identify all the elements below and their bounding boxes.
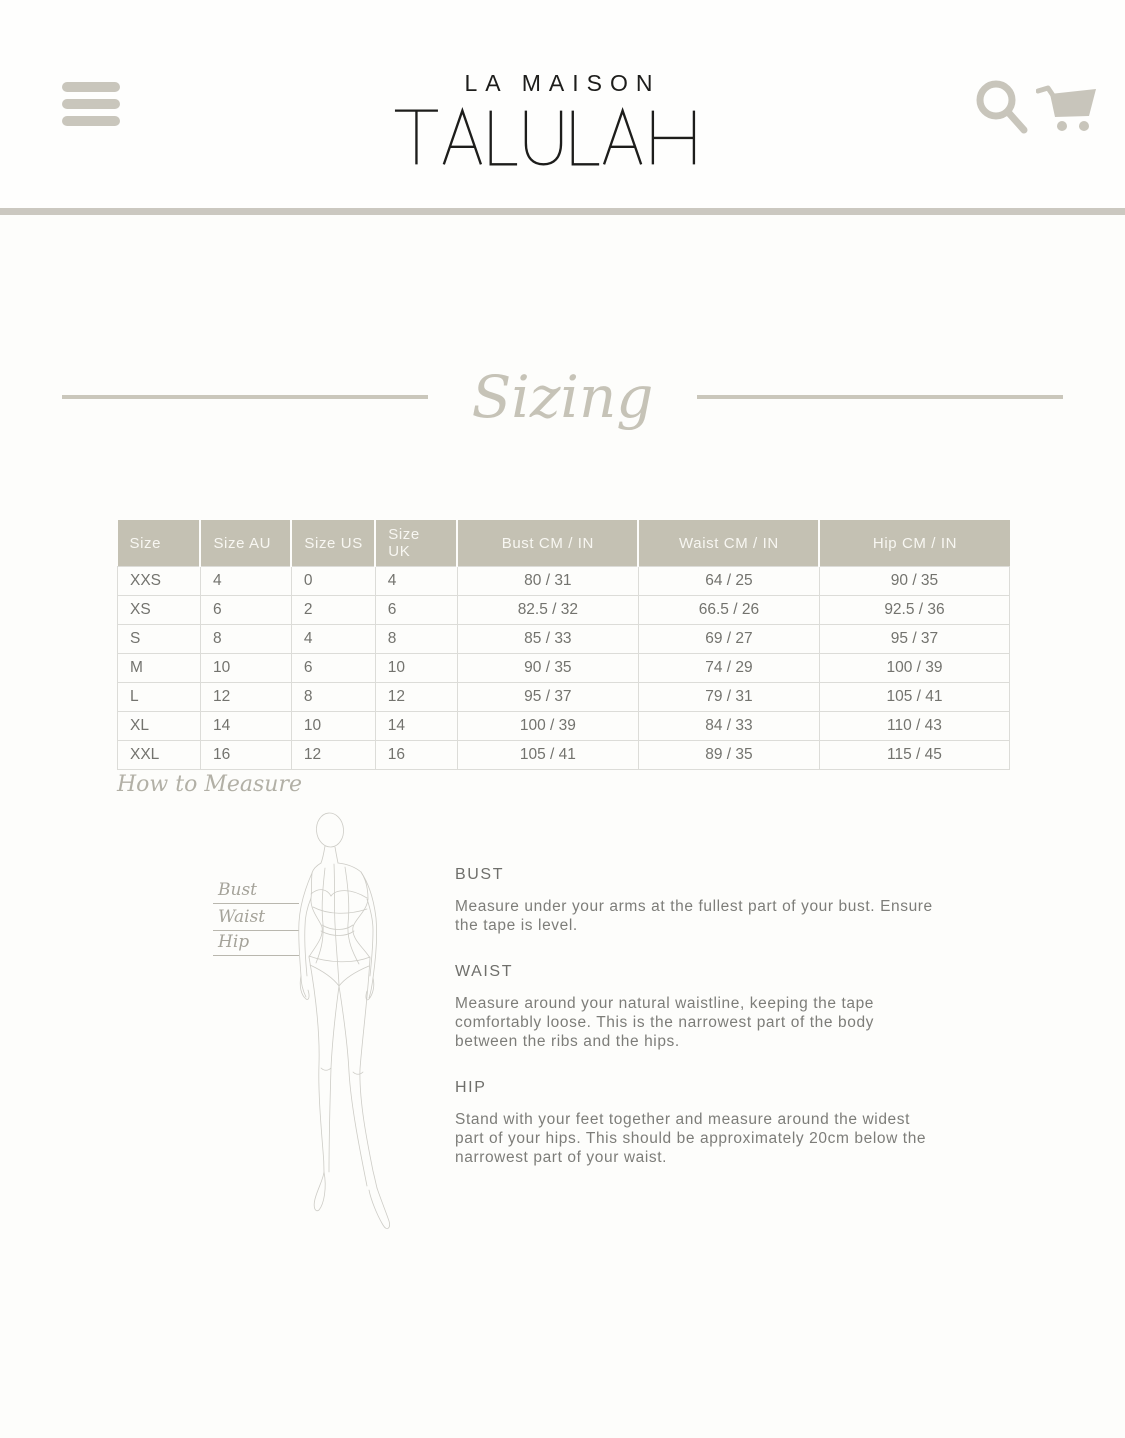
measure-section-heading: WAIST: [455, 963, 514, 980]
table-cell: 14: [375, 712, 457, 741]
table-cell: 92.5 / 36: [819, 596, 1009, 625]
measure-section-hip: [455, 1079, 933, 1167]
table-cell: 6: [291, 654, 375, 683]
table-cell: 10: [375, 654, 457, 683]
table-cell: 90 / 35: [819, 567, 1009, 596]
table-row: [118, 625, 1010, 654]
how-to-measure-heading: How to Measure: [117, 772, 302, 797]
table-cell: 85 / 33: [457, 625, 638, 654]
sizing-heading-row: [0, 352, 1125, 442]
table-cell: XS: [118, 596, 201, 625]
measure-section-bust: [455, 866, 933, 935]
table-cell: XL: [118, 712, 201, 741]
heading-rule-right: [697, 395, 1063, 399]
search-icon[interactable]: [974, 78, 1030, 136]
brand-name-main-logo: [0, 107, 1125, 172]
measure-section-body: Measure under your arms at the fullest part of your bust. Ensure the tape is level.: [455, 898, 933, 934]
table-cell: 95 / 37: [457, 683, 638, 712]
page-title: Sizing: [471, 363, 654, 431]
table-cell: 8: [200, 625, 291, 654]
measure-section-body: Stand with your feet together and measure around the widest part of your hips. This should be approximately 20cm below the narrowest part of your waist.: [455, 1111, 927, 1166]
table-cell: 16: [200, 741, 291, 770]
table-cell: 8: [291, 683, 375, 712]
table-cell: 0: [291, 567, 375, 596]
table-cell: 4: [375, 567, 457, 596]
table-cell: 64 / 25: [638, 567, 819, 596]
table-cell: 89 / 35: [638, 741, 819, 770]
figure-label-bust: Bust: [213, 880, 299, 904]
table-cell: L: [118, 683, 201, 712]
table-cell: 4: [200, 567, 291, 596]
brand-logo[interactable]: [0, 70, 1125, 172]
table-cell: 105 / 41: [457, 741, 638, 770]
table-cell: 82.5 / 32: [457, 596, 638, 625]
size-table-header: [118, 520, 1010, 567]
table-cell: XXS: [118, 567, 201, 596]
table-cell: 100 / 39: [819, 654, 1009, 683]
size-table: [117, 520, 1010, 770]
table-cell: 12: [291, 741, 375, 770]
measure-section-waist: [455, 963, 933, 1051]
table-cell: 14: [200, 712, 291, 741]
table-cell: 66.5 / 26: [638, 596, 819, 625]
header-divider: [0, 208, 1125, 215]
column-header: Size UK: [375, 520, 457, 567]
measure-instructions: [455, 866, 933, 1195]
table-cell: 8: [375, 625, 457, 654]
brand-name-top: LA MAISON: [464, 70, 661, 96]
column-header: Waist CM / IN: [638, 520, 819, 567]
table-row: [118, 741, 1010, 770]
table-cell: 12: [375, 683, 457, 712]
table-row: [118, 683, 1010, 712]
table-row: [118, 567, 1010, 596]
column-header: Size AU: [200, 520, 291, 567]
heading-rule-left: [62, 395, 428, 399]
table-cell: 80 / 31: [457, 567, 638, 596]
table-cell: S: [118, 625, 201, 654]
site-header: [0, 0, 1125, 208]
table-cell: 10: [200, 654, 291, 683]
column-header: Bust CM / IN: [457, 520, 638, 567]
table-cell: 95 / 37: [819, 625, 1009, 654]
figure-label-hip: Hip: [213, 932, 299, 956]
table-cell: 10: [291, 712, 375, 741]
column-header: Hip CM / IN: [819, 520, 1009, 567]
table-cell: M: [118, 654, 201, 683]
figure-label-waist: Waist: [213, 907, 299, 931]
table-cell: 110 / 43: [819, 712, 1009, 741]
table-cell: 69 / 27: [638, 625, 819, 654]
table-cell: 115 / 45: [819, 741, 1009, 770]
table-cell: 100 / 39: [457, 712, 638, 741]
table-cell: 79 / 31: [638, 683, 819, 712]
table-cell: 2: [291, 596, 375, 625]
column-header: Size US: [291, 520, 375, 567]
shopping-cart-icon[interactable]: [1036, 82, 1100, 134]
table-cell: 12: [200, 683, 291, 712]
size-chart: [117, 520, 1010, 770]
table-cell: XXL: [118, 741, 201, 770]
measure-section-heading: HIP: [455, 1079, 487, 1096]
table-row: [118, 712, 1010, 741]
table-cell: 6: [200, 596, 291, 625]
table-row: [118, 596, 1010, 625]
table-cell: 4: [291, 625, 375, 654]
measure-section-heading: BUST: [455, 866, 505, 883]
table-cell: 16: [375, 741, 457, 770]
measure-section-body: Measure around your natural waistline, keeping the tape comfortably loose. This is the narrowest part of the body between the ribs and the hips.: [455, 995, 875, 1050]
measurement-figure-illustration: [283, 806, 443, 1241]
table-row: [118, 654, 1010, 683]
table-cell: 6: [375, 596, 457, 625]
column-header: Size: [118, 520, 201, 567]
table-cell: 84 / 33: [638, 712, 819, 741]
table-cell: 105 / 41: [819, 683, 1009, 712]
table-cell: 74 / 29: [638, 654, 819, 683]
table-cell: 90 / 35: [457, 654, 638, 683]
